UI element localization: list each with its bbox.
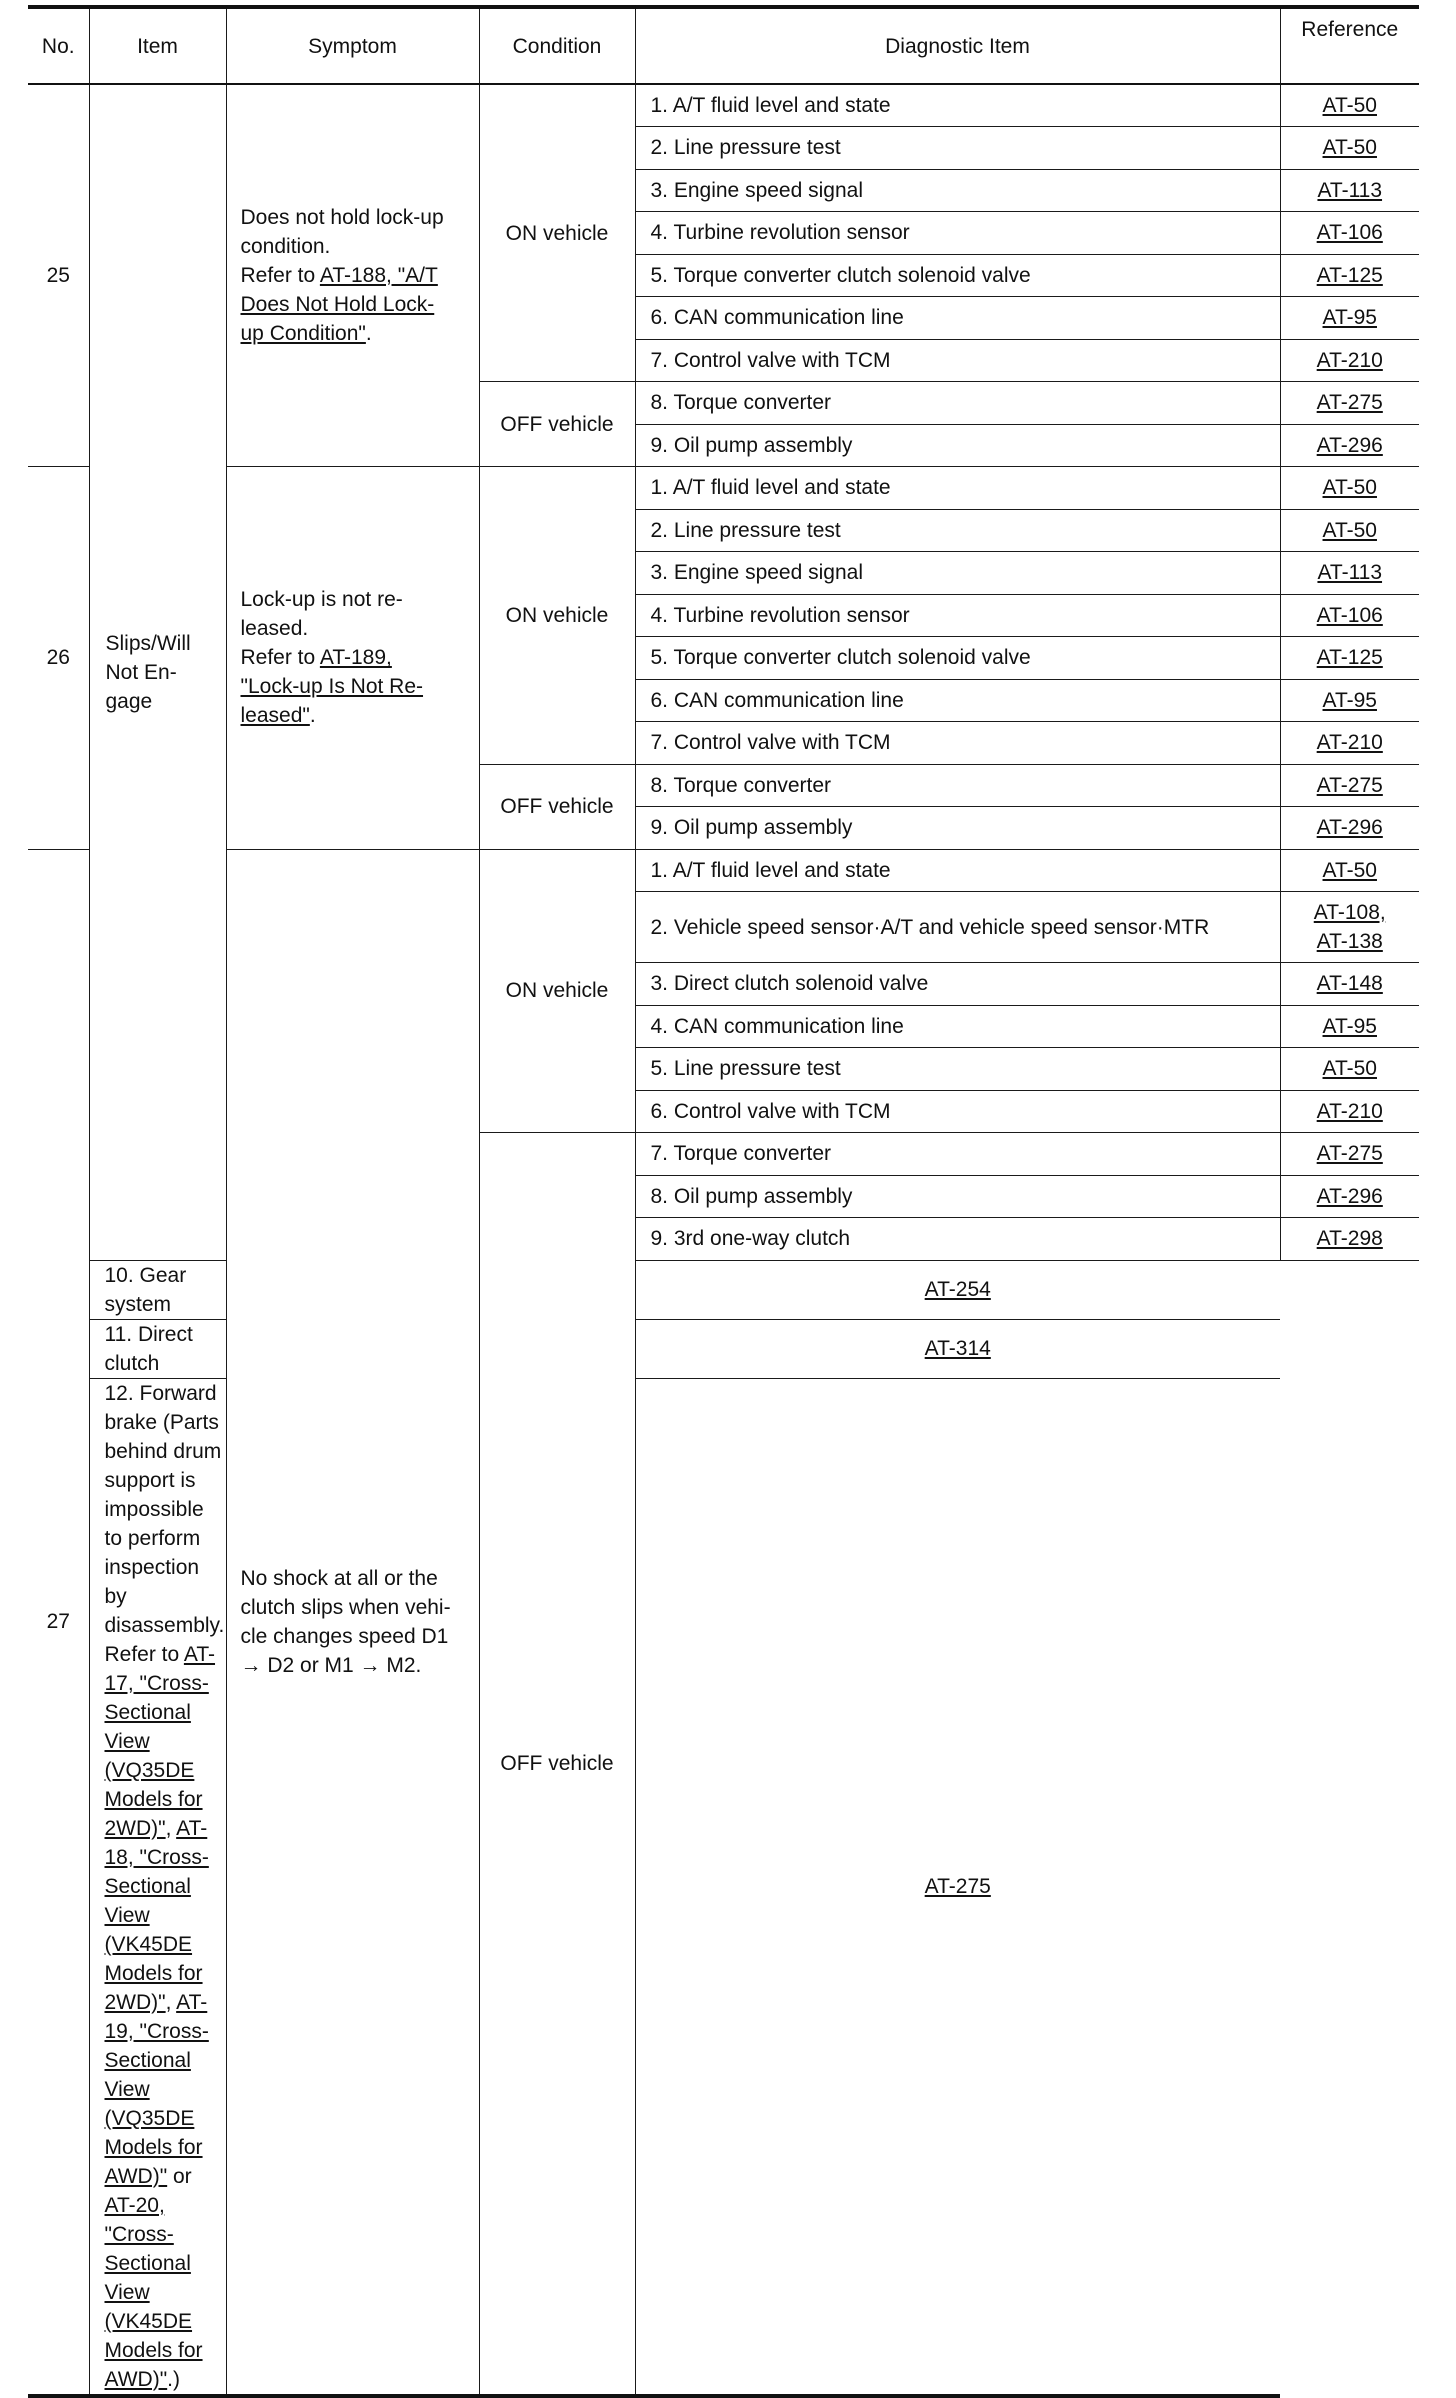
refer-prefix: Refer to <box>240 646 320 670</box>
item-line: Not En- <box>105 660 177 684</box>
condition-on-vehicle: ON vehicle <box>479 84 635 382</box>
diagnostic-item: 6. CAN communication line <box>635 297 1280 340</box>
diagnostic-item: 6. Control valve with TCM <box>635 1090 1280 1133</box>
condition-on-vehicle: ON vehicle <box>479 849 635 1133</box>
reference-link[interactable]: AT-188, "A/T <box>319 264 438 287</box>
header-item: Item <box>89 7 226 84</box>
reference-link[interactable]: AT-296 <box>1316 1184 1383 1208</box>
reference-link[interactable]: Does Not Hold Lock- <box>240 293 435 316</box>
diagnostic-item: 2. Line pressure test <box>635 127 1280 170</box>
condition-off-vehicle: OFF vehicle <box>479 382 635 467</box>
refer-suffix: . <box>365 322 372 345</box>
diag-text: 12. Forward brake (Parts behind drum support is impossible <box>104 1381 222 1521</box>
diagnosis-table <box>28 5 1419 2398</box>
reference-link[interactable]: up Condition" <box>240 322 366 345</box>
reference-link[interactable]: AT-50 <box>1322 476 1377 500</box>
reference-link[interactable]: leased" <box>240 704 310 728</box>
diagnostic-item: 6. CAN communication line <box>635 679 1280 722</box>
header-reference: Reference <box>1280 7 1419 84</box>
diagnostic-item: 8. Torque converter <box>635 382 1280 425</box>
reference-link[interactable]: AT-95 <box>1322 1014 1377 1038</box>
diagnostic-item: 2. Line pressure test <box>635 509 1280 552</box>
reference-link[interactable]: AT-50 <box>1322 858 1377 882</box>
header-symptom: Symptom <box>226 7 479 84</box>
condition-on-vehicle: ON vehicle <box>479 467 635 765</box>
condition-off-vehicle: OFF vehicle <box>479 1133 635 2396</box>
reference-link[interactable]: Sectional View (VK45DE Models for 2WD)" <box>104 1874 203 2014</box>
reference-link[interactable]: AT-254 <box>924 1278 991 1301</box>
reference-link[interactable]: AT-113 <box>1317 178 1383 202</box>
symptom-line: cle changes speed D1 <box>240 1624 449 1648</box>
refer-suffix: . <box>309 704 316 728</box>
reference-link[interactable]: AT-275 <box>1316 391 1383 415</box>
diagnostic-item: 5. Line pressure test <box>635 1048 1280 1091</box>
diagnostic-item: 7. Torque converter <box>635 1133 1280 1176</box>
reference-link[interactable]: AT-50 <box>1322 518 1377 542</box>
diagnostic-item-forward-brake <box>89 1378 226 2396</box>
diagnostic-item: 8. Torque converter <box>635 764 1280 807</box>
reference-link[interactable]: AT-275 <box>1316 1142 1383 1166</box>
symptom-line: → D2 or M1 → M2. <box>240 1653 422 1677</box>
reference-link[interactable]: AT-17, "Cross- <box>104 1642 216 1695</box>
reference-link[interactable]: Sectional View (VQ35DE Models for 2WD)" <box>104 1700 203 1840</box>
reference-link[interactable]: AT-19, "Cross- <box>104 1990 209 2043</box>
symptom-line: condition. <box>240 235 331 258</box>
diagnostic-item: 8. Oil pump assembly <box>635 1175 1280 1218</box>
reference-link[interactable]: AT-95 <box>1322 688 1377 712</box>
reference-link[interactable]: AT-189, <box>319 646 392 670</box>
diagnostic-item: 1. A/T fluid level and state <box>635 467 1280 510</box>
diag-text: to perform inspection by disassembly. Refer to <box>104 1526 225 1666</box>
diagnostic-item: 1. A/T fluid level and state <box>635 84 1280 127</box>
reference-link[interactable]: AT-314 <box>924 1337 991 1360</box>
separator: or <box>167 2164 192 2188</box>
diagnostic-item: 9. 3rd one-way clutch <box>635 1218 1280 1261</box>
symptom-line: Lock-up is not re- <box>240 588 403 612</box>
reference-link[interactable]: AT-106 <box>1316 603 1383 627</box>
diagnostic-item: 7. Control valve with TCM <box>635 722 1280 765</box>
reference-link[interactable]: AT-275 <box>1316 773 1383 797</box>
reference-link[interactable]: AT-210 <box>1316 731 1383 755</box>
item-line: gage <box>105 689 153 713</box>
row-number-27: 27 <box>28 849 89 2396</box>
symptom-line: clutch slips when vehi- <box>240 1595 451 1619</box>
reference-link[interactable]: AT-108, <box>1313 901 1386 924</box>
symptom-cell-27 <box>226 849 479 2396</box>
reference-link[interactable]: AT-298 <box>1316 1227 1383 1251</box>
reference-link[interactable]: AT-95 <box>1322 306 1377 330</box>
reference-link[interactable]: AT-148 <box>1316 972 1383 996</box>
reference-link[interactable]: AT-275 <box>924 1874 991 1898</box>
row-number-25: 25 <box>28 84 89 467</box>
symptom-cell-26 <box>226 467 479 850</box>
reference-link[interactable]: AT-50 <box>1322 94 1377 117</box>
refer-prefix: Refer to <box>240 264 320 287</box>
diagnostic-item: 3. Direct clutch solenoid valve <box>635 963 1280 1006</box>
diagnostic-item: 4. CAN communication line <box>635 1005 1280 1048</box>
symptom-line: leased. <box>240 617 309 641</box>
diagnostic-item: 5. Torque converter clutch solenoid valve <box>635 254 1280 297</box>
reference-link[interactable]: AT-210 <box>1316 1099 1383 1123</box>
reference-link[interactable]: AT-113 <box>1317 561 1383 585</box>
item-line: Slips/Will <box>105 631 191 655</box>
reference-link[interactable]: Sectional View (VK45DE Models for AWD)" <box>104 2251 203 2391</box>
diagnostic-item: 11. Direct clutch <box>89 1319 226 1378</box>
diag-text: .) <box>167 2367 180 2391</box>
header-condition: Condition <box>479 7 635 84</box>
diagnostic-item: 1. A/T fluid level and state <box>635 849 1280 892</box>
condition-off-vehicle: OFF vehicle <box>479 764 635 849</box>
diagnostic-item: 7. Control valve with TCM <box>635 339 1280 382</box>
diagnostic-item: 2. Vehicle speed sensor·A/T and vehicle speed sensor·MTR <box>635 892 1280 963</box>
diagnostic-item: 9. Oil pump assembly <box>635 807 1280 850</box>
reference-link[interactable]: "Lock-up Is Not Re- <box>240 675 424 699</box>
reference-link[interactable]: AT-296 <box>1316 816 1383 840</box>
separator: , <box>165 1816 177 1840</box>
reference-link[interactable]: AT-18, "Cross- <box>104 1816 209 1869</box>
reference-link[interactable]: AT-125 <box>1316 263 1383 287</box>
header-diagnostic-item: Diagnostic Item <box>635 7 1280 84</box>
symptom-line: Does not hold lock-up <box>240 206 444 229</box>
reference-link[interactable]: Sectional View (VQ35DE Models for AWD)" <box>104 2048 203 2188</box>
symptom-line: No shock at all or the <box>240 1566 438 1590</box>
reference-link[interactable]: AT-125 <box>1316 646 1383 670</box>
diagnostic-item: 9. Oil pump assembly <box>635 424 1280 467</box>
reference-link[interactable]: AT-138 <box>1316 930 1383 953</box>
reference-link[interactable]: AT-50 <box>1322 136 1377 160</box>
diagnostic-item: 5. Torque converter clutch solenoid valve <box>635 637 1280 680</box>
symptom-cell-25 <box>226 84 479 467</box>
diagnostic-item: 4. Turbine revolution sensor <box>635 594 1280 637</box>
reference-link[interactable]: AT-50 <box>1322 1057 1377 1081</box>
reference-link[interactable]: AT-296 <box>1316 433 1383 457</box>
row-number-26: 26 <box>28 467 89 850</box>
reference-link[interactable]: AT-106 <box>1316 221 1383 245</box>
header-no: No. <box>28 7 89 84</box>
diagnostic-item: 10. Gear system <box>89 1260 226 1319</box>
separator: , <box>165 1990 177 2014</box>
reference-link[interactable]: AT-210 <box>1316 348 1383 372</box>
diagnostic-item: 3. Engine speed signal <box>635 169 1280 212</box>
diagnostic-item: 4. Turbine revolution sensor <box>635 212 1280 255</box>
diagnostic-item: 3. Engine speed signal <box>635 552 1280 595</box>
reference-link[interactable]: AT-20, "Cross- <box>104 2193 174 2246</box>
item-cell <box>89 84 226 1260</box>
